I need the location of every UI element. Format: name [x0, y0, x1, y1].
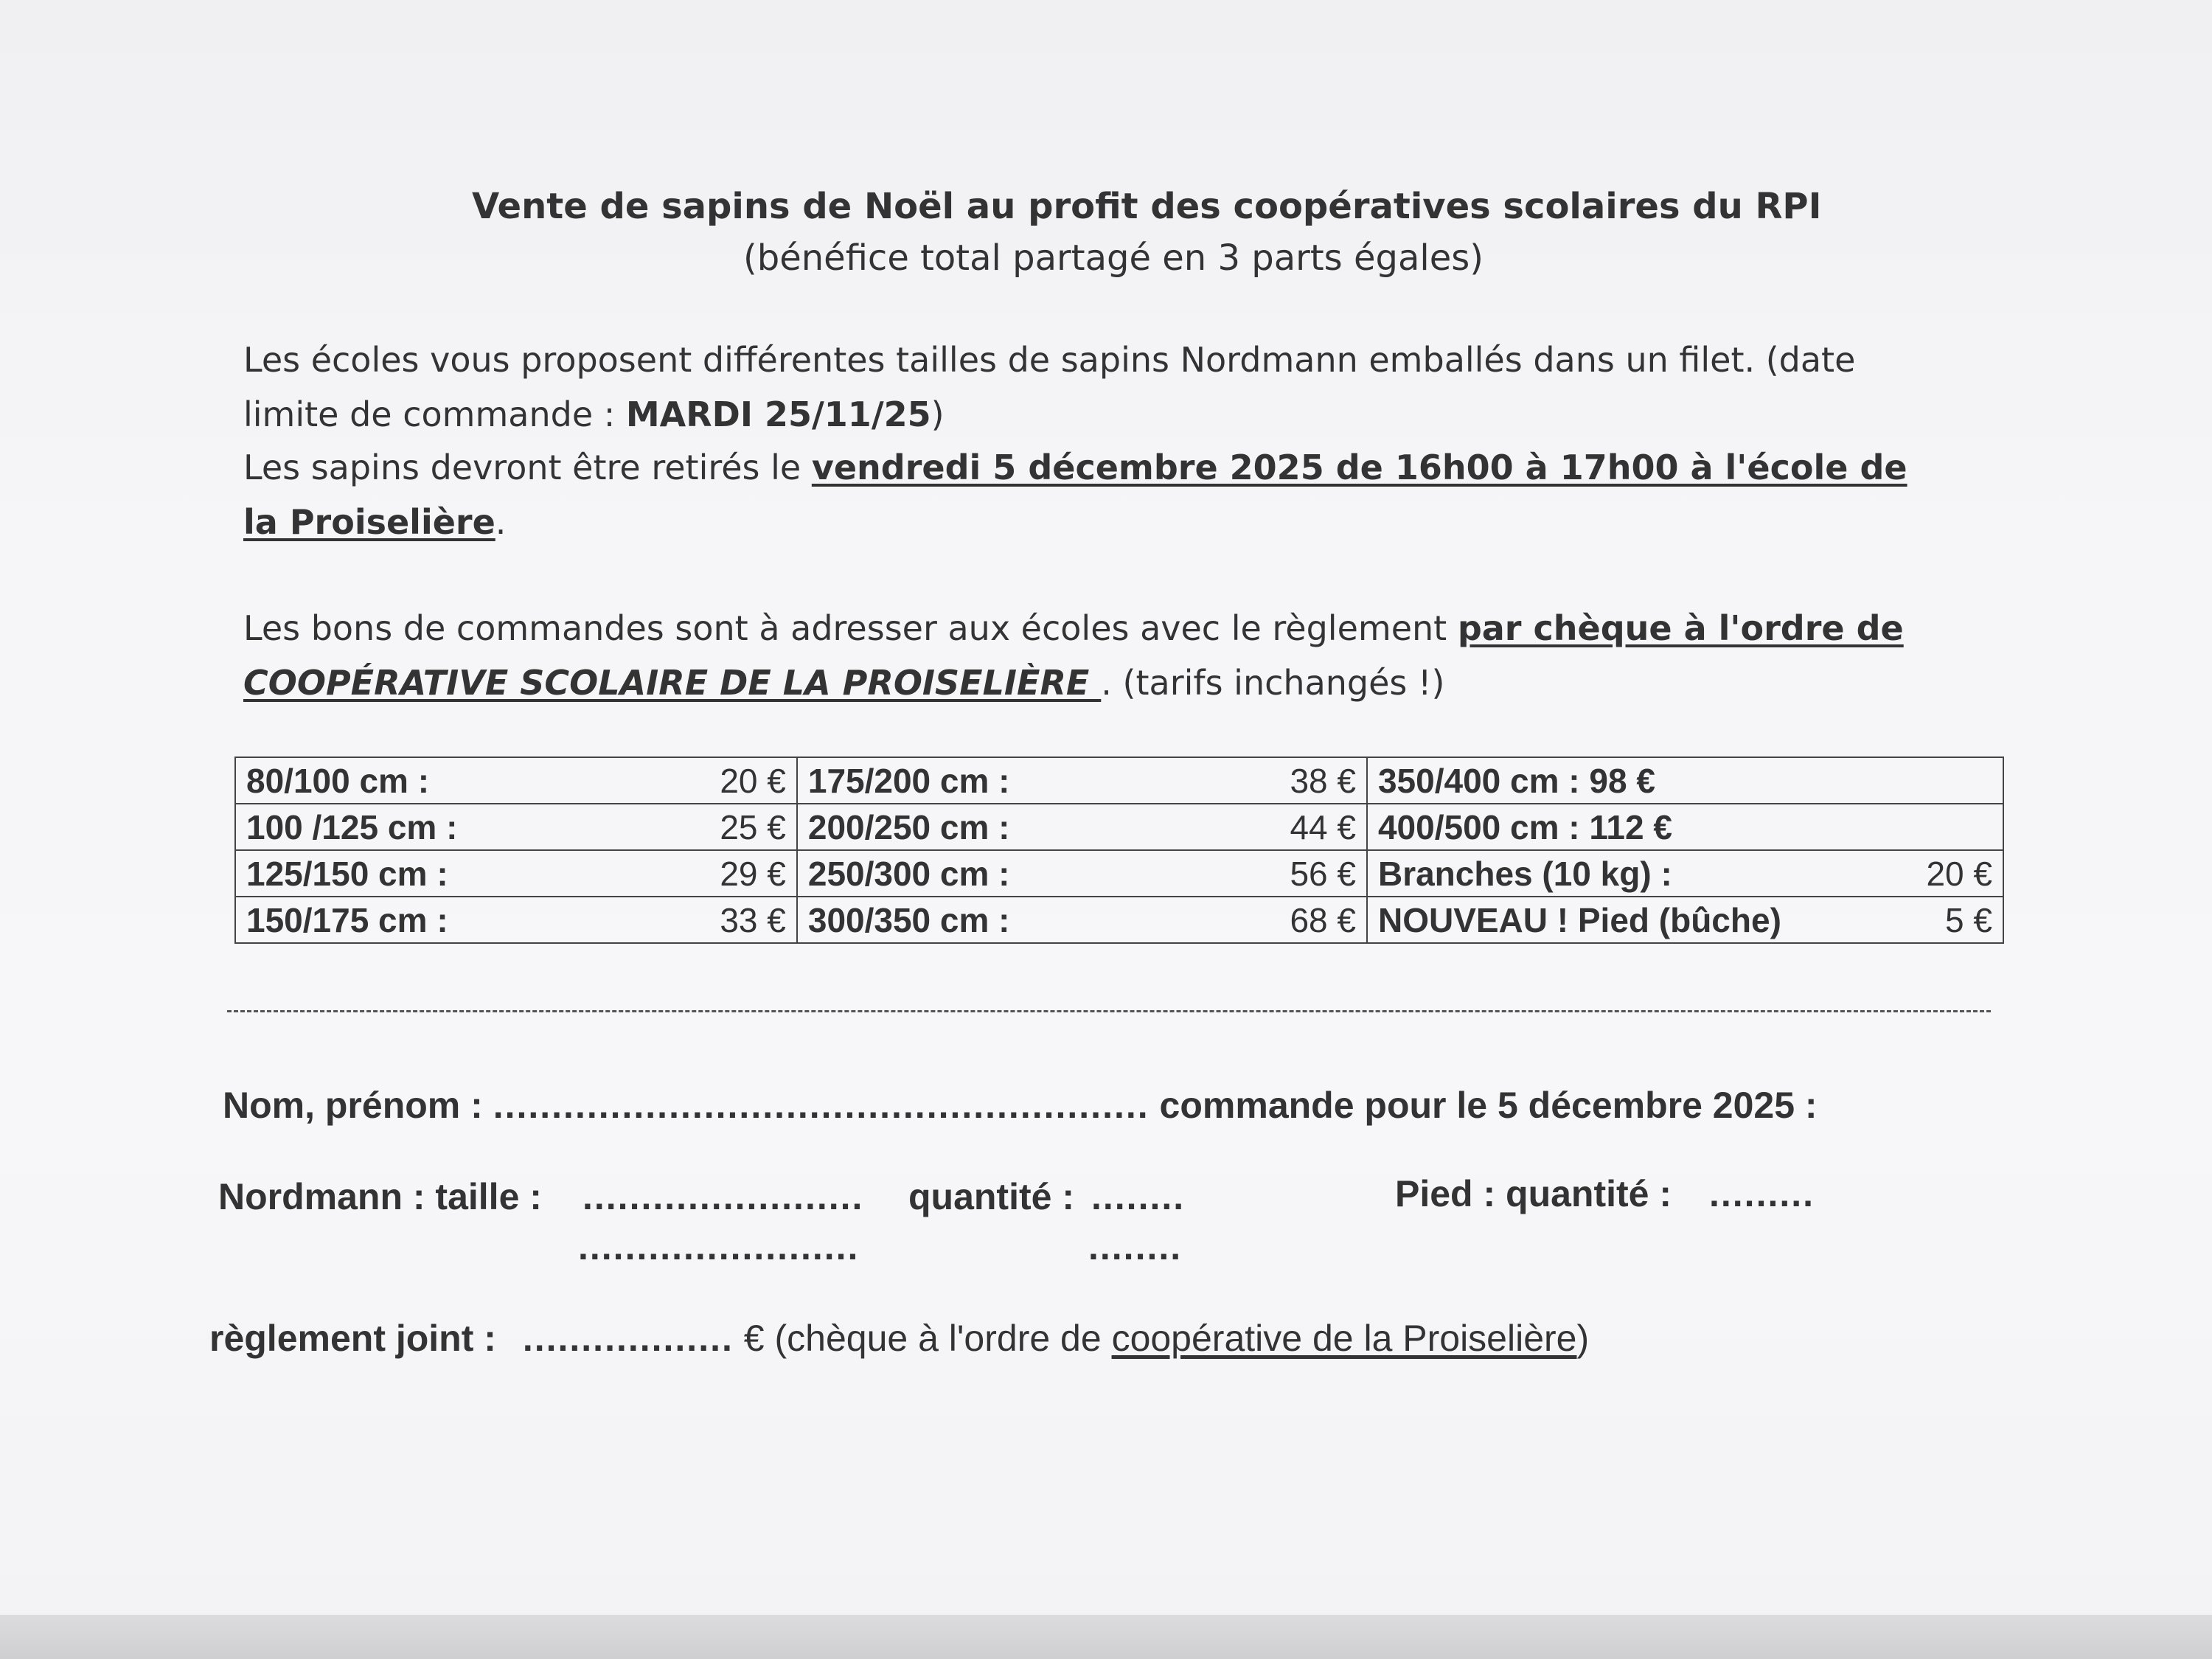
deadline-label: limite de commande : [243, 394, 626, 434]
size-label: 150/175 cm : [235, 897, 608, 943]
deadline-date: MARDI 25/11/25 [625, 394, 931, 434]
size-label: 200/250 cm : [797, 804, 1178, 850]
nordmann-size-label: Nordmann : taille : [218, 1176, 542, 1217]
payment-line-2 [243, 656, 1444, 709]
payment-payee: COOPÉRATIVE SCOLAIRE DE LA PROISELIÈRE [243, 663, 1102, 703]
size-label: 175/200 cm : [797, 757, 1178, 804]
stand-quantity-field[interactable]: ......... [1709, 1173, 1815, 1214]
name-field[interactable]: ........................................................ [493, 1085, 1150, 1126]
size-field-1[interactable]: ........................ [582, 1176, 864, 1217]
pickup-label: Les sapins devront être retirés le [243, 448, 812, 487]
size-label: 100 /125 cm : [235, 804, 608, 850]
size-price: 25 € [608, 804, 797, 850]
pickup-datetime: vendredi 5 décembre 2025 de 16h00 à 17h00 à l'école de [811, 448, 1907, 487]
name-row [223, 1084, 1818, 1127]
document-subtitle: (bénéfice total partagé en 3 parts égales) [743, 237, 1484, 279]
cheque-note: € (chèque à l'ordre de [743, 1318, 1112, 1359]
size-field-2[interactable]: ........................ [578, 1226, 860, 1267]
payment-line-1 [243, 602, 1904, 655]
size-label: 125/150 cm : [235, 850, 608, 897]
size-price: 20 € [608, 757, 797, 804]
name-label: Nom, prénom : [223, 1085, 483, 1126]
pickup-place: la Proiselière [243, 502, 495, 542]
size-price [1855, 804, 2003, 850]
size-label: 80/100 cm : [235, 757, 608, 804]
deadline-suffix: ) [931, 394, 945, 434]
size-price: 38 € [1178, 757, 1367, 804]
stand-quantity-label: Pied : quantité : [1395, 1173, 1672, 1214]
document-title: Vente de sapins de Noël au profit des coopératives scolaires du RPI [472, 186, 1822, 227]
intro-line-4 [243, 495, 506, 549]
size-label: NOUVEAU ! Pied (bûche) [1367, 897, 1855, 943]
intro-line-2 [243, 388, 945, 441]
size-label: 250/300 cm : [797, 850, 1178, 897]
size-label: Branches (10 kg) : [1367, 850, 1855, 897]
size-price: 68 € [1178, 897, 1367, 943]
payment-amount-field[interactable]: .................. [522, 1318, 734, 1359]
cut-line [227, 1010, 1991, 1012]
size-label: 300/350 cm : [797, 897, 1178, 943]
quantity-field-2[interactable]: ........ [1088, 1226, 1183, 1267]
size-price [1855, 757, 2003, 804]
size-price: 44 € [1178, 804, 1367, 850]
size-label: 350/400 cm : 98 € [1367, 757, 1855, 804]
cheque-note-end: ) [1576, 1318, 1590, 1359]
intro-line-3 [243, 441, 1907, 494]
order-date-label: commande pour le 5 décembre 2025 : [1159, 1085, 1818, 1126]
table-row [235, 850, 2003, 897]
table-surface [0, 1615, 2212, 1659]
size-price: 33 € [608, 897, 797, 943]
payment-note: . (tarifs inchangés !) [1101, 663, 1445, 703]
nordmann-size-label-row [218, 1175, 542, 1218]
size-price: 29 € [608, 850, 797, 897]
size-price: 56 € [1178, 850, 1367, 897]
payment-amount-label: règlement joint : [209, 1318, 496, 1359]
intro-line-1 [243, 333, 1855, 386]
intro-text-1: Les écoles vous proposent différentes tailles de sapins Nordmann emballés dans un filet. (date [243, 340, 1856, 380]
price-table [234, 757, 2004, 944]
size-price: 5 € [1855, 897, 2003, 943]
table-row [235, 897, 2003, 943]
payment-text: Les bons de commandes sont à adresser aux écoles avec le règlement [243, 608, 1458, 648]
payment-method: par chèque à l'ordre de [1457, 608, 1904, 648]
table-row [235, 804, 2003, 850]
cheque-payee: coopérative de la Proiselière [1111, 1318, 1577, 1359]
quantity-field-1[interactable]: ........ [1091, 1176, 1186, 1217]
payment-row [209, 1317, 1589, 1360]
size-price: 20 € [1855, 850, 2003, 897]
quantity-label: quantité : [908, 1176, 1074, 1217]
table-row [235, 757, 2003, 804]
size-label: 400/500 cm : 112 € [1367, 804, 1855, 850]
pickup-suffix: . [495, 502, 507, 542]
